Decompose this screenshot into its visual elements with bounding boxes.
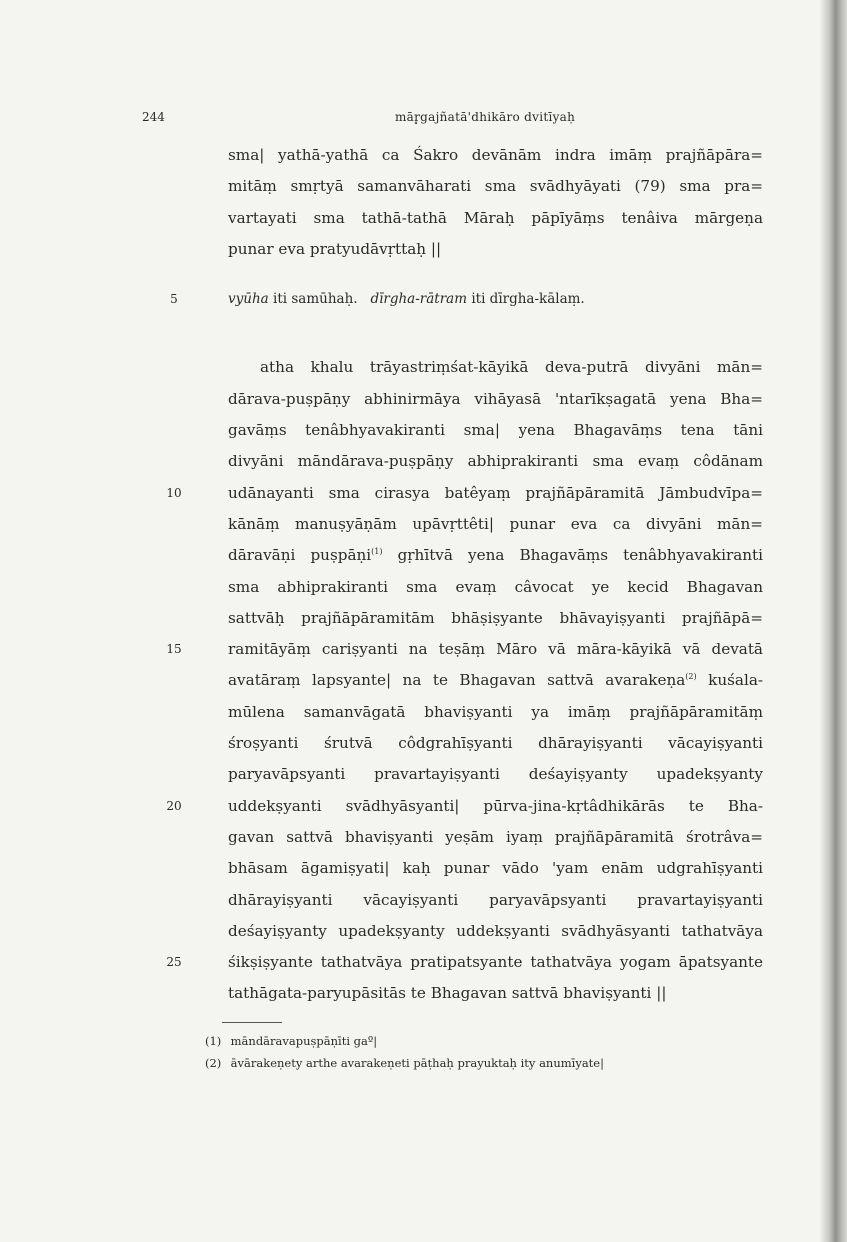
- text-line: 15 ramitāyāṃ cariṣyanti na teṣāṃ Māro vā māra-kāyikā vā devatā: [228, 634, 763, 665]
- gloss-text: iti dīrgha-kālaṃ.: [471, 291, 585, 308]
- gloss-term: dīrgha-rātram: [370, 291, 468, 308]
- running-title: mār̥gajñatā'dhikāro dvitīyaḥ: [395, 110, 576, 124]
- line-number: 15: [166, 642, 182, 657]
- text-line: punar eva pratyudāvṛttaḥ ||: [228, 239, 442, 258]
- text-line: bhāsam āgamiṣyati| kaḥ punar vādo 'yam enām udgrahīṣyanti: [228, 859, 763, 878]
- text-line: sma abhiprakiranti sma evaṃ câvocat ye kecid Bhagavan: [228, 577, 763, 596]
- footnote-text: māndāravapuṣpāṇīti gaº|: [230, 1034, 378, 1048]
- scanned-page-edge: [819, 0, 847, 1242]
- text-line: paryavāpsyanti pravartayiṣyanti deśayiṣyanty upadekṣyanty: [228, 765, 763, 784]
- line-number: 5: [170, 292, 178, 307]
- text-line: dārava-puṣpāṇy abhinirmāya vihāyasā 'ntarīkṣagatā yena Bha=: [228, 389, 763, 408]
- footnote-ref: (1): [371, 547, 383, 557]
- text-line: mūlena samanvāgatā bhaviṣyanti ya imāṃ prajñāpāramitāṃ: [228, 702, 763, 721]
- text-line: 25 śikṣiṣyante tathatvāya pratipatsyante tathatvāya yogam āpatsyante: [228, 947, 763, 978]
- text-line: tathāgata-paryupāsitās te Bhagavan sattvā bhaviṣyanti ||: [228, 984, 667, 1003]
- text-line: dāravāṇi puṣpāṇi$^{(1)}$ gṛhītvā yena Bhagavāṃs tenâbhyavakiranti: [228, 546, 763, 565]
- footnote-mark: (2): [205, 1056, 222, 1070]
- text-line: mitāṃ smṛtyā samanvāharati sma svādhyāyati (79) sma pra=: [228, 177, 763, 196]
- text-line: kānāṃ manuṣyāṇām upāvṛttêti| punar eva ca divyāni mān=: [228, 514, 763, 533]
- footnotes: [205, 1030, 765, 1074]
- footnote-mark: (1): [205, 1034, 222, 1048]
- text-line: atha khalu trāyastriṃśat-kāyikā deva-putrā divyāni mān=: [260, 358, 763, 377]
- text-line: avatāraṃ lapsyante| na te Bhagavan sattvā avarakeṇa$^{(2)}$ kuśala-: [228, 671, 764, 690]
- footnote-ref: (2): [685, 672, 697, 682]
- line-number: 25: [166, 955, 182, 970]
- gloss-line: [170, 284, 763, 315]
- line-number: 20: [166, 798, 182, 813]
- text-line: gavan sattvā bhaviṣyanti yeṣām iyaṃ prajñāpāramitā śrotrâva=: [228, 827, 763, 846]
- text-line: dhārayiṣyanti vācayiṣyanti paryavāpsyanti pravartayiṣyanti: [228, 890, 763, 909]
- footnote: [205, 1052, 765, 1074]
- text-line: divyāni māndārava-puṣpāṇy abhiprakiranti sma evaṃ côdānam: [228, 452, 763, 471]
- gloss-text: iti samūhaḥ.: [273, 291, 358, 308]
- gloss-term: vyūha: [228, 291, 269, 308]
- text-line: sattvāḥ prajñāpāramitām bhāṣiṣyante bhāvayiṣyanti prajñāpā=: [228, 608, 763, 627]
- text-line: 10 udānayanti sma cirasya batêyaṃ prajñāpāramitā Jāmbudvīpa=: [228, 478, 763, 509]
- footnote: [205, 1030, 765, 1052]
- text-line: śroṣyanti śrutvā côdgrahīṣyanti dhārayiṣyanti vācayiṣyanti: [228, 734, 763, 753]
- text-line: sma| yathā-yathā ca Śakro devānām indra imāṃ prajñāpāra=: [228, 146, 763, 164]
- page-header: [0, 110, 820, 134]
- text-line: gavāṃs tenâbhyavakiranti sma| yena Bhagavāṃs tena tāni: [228, 421, 763, 440]
- main-text: [166, 140, 764, 1010]
- page-number: 244: [142, 110, 165, 124]
- footnote-text: āvārakeṇety arthe avarakeṇeti pāṭhaḥ prayuktaḥ ity anumīyate|: [230, 1056, 604, 1070]
- footnote-rule: [222, 1022, 282, 1023]
- text-line: deśayiṣyanty upadekṣyanty uddekṣyanti svādhyāsyanti tathatvāya: [228, 921, 763, 940]
- text-line: 20 uddekṣyanti svādhyāsyanti| pūrva-jina-kṛtâdhikārās te Bha-: [228, 791, 763, 822]
- line-number: 10: [166, 485, 182, 500]
- text-line: vartayati sma tathā-tathā Māraḥ pāpīyāṃs tenâiva mārgeṇa: [228, 208, 763, 227]
